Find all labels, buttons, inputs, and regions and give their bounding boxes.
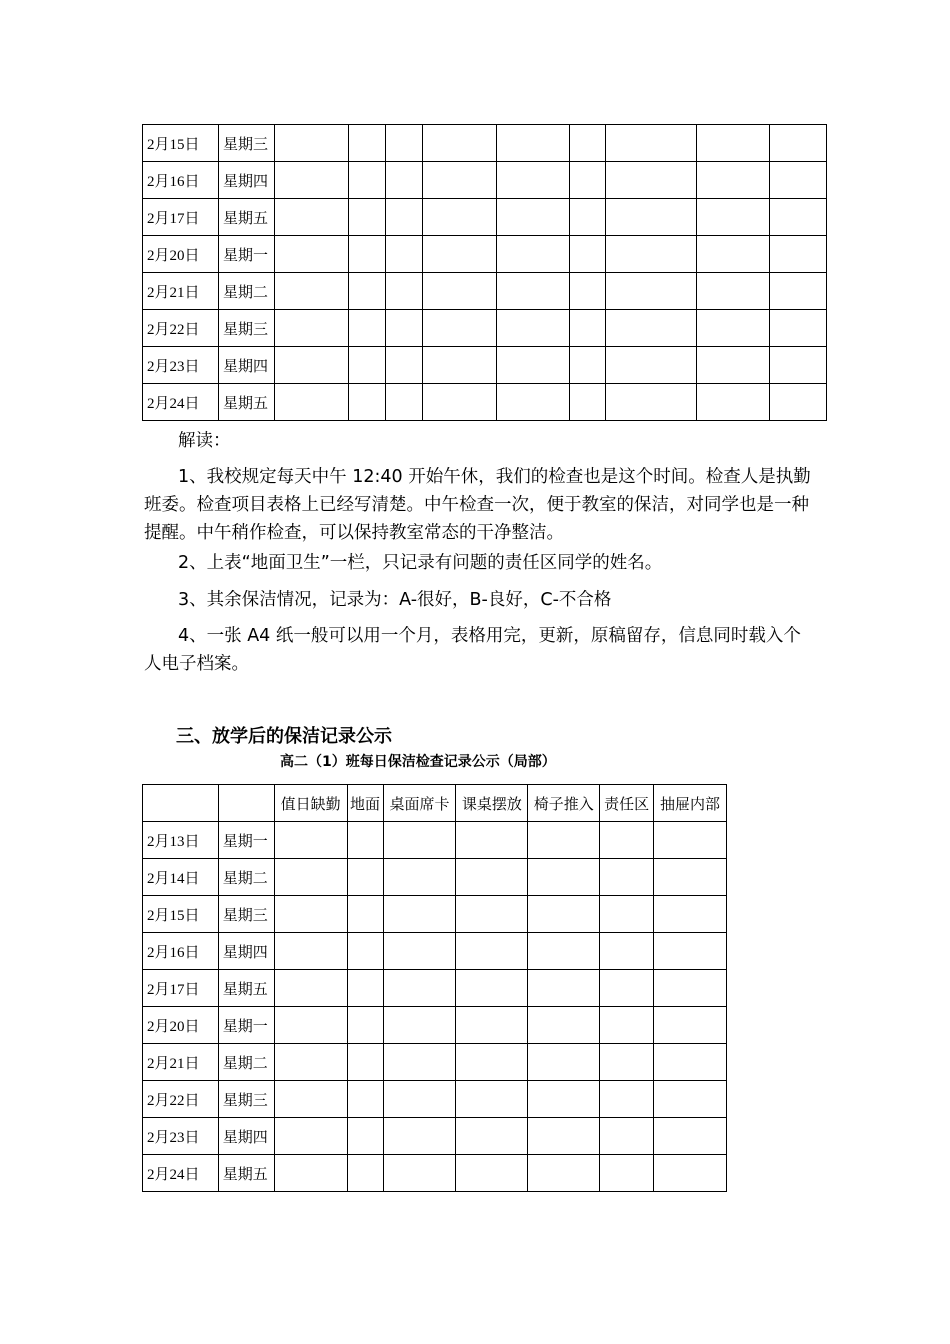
empty-cell [383, 1007, 456, 1044]
empty-cell [348, 347, 385, 384]
empty-cell [274, 162, 348, 199]
empty-cell [347, 1118, 383, 1155]
date-cell: 2月22日 [143, 310, 219, 347]
empty-cell [383, 1044, 456, 1081]
empty-cell [528, 933, 600, 970]
table-row [143, 384, 827, 421]
empty-cell [496, 384, 570, 421]
empty-cell [347, 1007, 383, 1044]
empty-cell [383, 970, 456, 1007]
empty-cell [456, 1044, 528, 1081]
empty-cell [606, 273, 697, 310]
empty-cell [422, 310, 496, 347]
after-school-check-table [142, 784, 727, 1192]
empty-cell [348, 162, 385, 199]
weekday-cell: 星期五 [218, 199, 274, 236]
empty-cell [600, 1155, 654, 1192]
lunch-check-table [142, 124, 827, 421]
weekday-cell: 星期四 [218, 1118, 274, 1155]
table-row [143, 970, 727, 1007]
empty-cell [456, 859, 528, 896]
empty-cell [606, 162, 697, 199]
empty-cell [600, 970, 654, 1007]
weekday-cell: 星期一 [218, 1007, 274, 1044]
weekday-cell: 星期三 [218, 1081, 274, 1118]
empty-cell [606, 310, 697, 347]
empty-cell [697, 162, 770, 199]
empty-cell [274, 310, 348, 347]
date-cell: 2月17日 [143, 199, 219, 236]
column-header: 抽屉内部 [654, 785, 727, 822]
table-row [143, 236, 827, 273]
empty-cell [600, 859, 654, 896]
empty-cell [654, 1044, 727, 1081]
empty-cell [654, 859, 727, 896]
weekday-cell: 星期一 [218, 236, 274, 273]
table-row [143, 310, 827, 347]
empty-cell [456, 1007, 528, 1044]
empty-cell [600, 822, 654, 859]
column-header: 值日缺勤 [274, 785, 347, 822]
weekday-cell: 星期四 [218, 347, 274, 384]
empty-cell [347, 1081, 383, 1118]
date-cell: 2月17日 [143, 970, 219, 1007]
empty-cell [600, 1118, 654, 1155]
empty-cell [383, 1155, 456, 1192]
empty-cell [422, 125, 496, 162]
empty-cell [697, 125, 770, 162]
date-cell: 2月21日 [143, 1044, 219, 1081]
empty-cell [347, 970, 383, 1007]
empty-cell [528, 859, 600, 896]
empty-cell [654, 970, 727, 1007]
date-cell: 2月24日 [143, 384, 219, 421]
weekday-cell: 星期五 [218, 384, 274, 421]
empty-cell [600, 896, 654, 933]
empty-cell [383, 1118, 456, 1155]
empty-cell [496, 125, 570, 162]
empty-cell [274, 125, 348, 162]
empty-cell [385, 273, 422, 310]
empty-cell [528, 1007, 600, 1044]
empty-cell [697, 310, 770, 347]
empty-cell [770, 347, 827, 384]
table-row [143, 125, 827, 162]
empty-cell [348, 236, 385, 273]
empty-cell [570, 384, 606, 421]
empty-cell [697, 199, 770, 236]
date-cell: 2月20日 [143, 236, 219, 273]
date-cell: 2月21日 [143, 273, 219, 310]
empty-cell [600, 1007, 654, 1044]
empty-cell [496, 273, 570, 310]
empty-cell [697, 236, 770, 273]
empty-cell [600, 1081, 654, 1118]
empty-cell [347, 859, 383, 896]
weekday-cell: 星期四 [218, 933, 274, 970]
empty-cell [528, 1118, 600, 1155]
empty-cell [274, 347, 348, 384]
table-row [143, 1081, 727, 1118]
empty-cell [385, 236, 422, 273]
empty-cell [274, 896, 347, 933]
weekday-cell: 星期四 [218, 162, 274, 199]
empty-cell [348, 273, 385, 310]
empty-cell [496, 162, 570, 199]
empty-cell [770, 125, 827, 162]
empty-cell [348, 310, 385, 347]
empty-cell [570, 125, 606, 162]
empty-cell [570, 162, 606, 199]
empty-cell [422, 162, 496, 199]
empty-cell [570, 236, 606, 273]
empty-cell [770, 236, 827, 273]
date-cell: 2月16日 [143, 933, 219, 970]
empty-cell [600, 933, 654, 970]
empty-cell [600, 1044, 654, 1081]
column-header: 地面 [347, 785, 383, 822]
empty-cell [496, 236, 570, 273]
empty-cell [347, 822, 383, 859]
empty-cell [422, 199, 496, 236]
empty-cell [348, 125, 385, 162]
empty-cell [385, 347, 422, 384]
empty-cell [770, 199, 827, 236]
empty-cell [274, 236, 348, 273]
column-header [218, 785, 274, 822]
interpretation-point-2: 2、上表“地面卫生”一栏，只记录有问题的责任区同学的姓名。 [178, 553, 663, 573]
weekday-cell: 星期一 [218, 822, 274, 859]
weekday-cell: 星期二 [218, 859, 274, 896]
empty-cell [770, 273, 827, 310]
empty-cell [570, 310, 606, 347]
weekday-cell: 星期三 [218, 125, 274, 162]
table-header-row [143, 785, 727, 822]
table-title: 高二（1）班每日保洁检查记录公示（局部） [280, 754, 556, 770]
empty-cell [383, 859, 456, 896]
column-header: 桌面席卡 [383, 785, 456, 822]
empty-cell [422, 273, 496, 310]
empty-cell [274, 1081, 347, 1118]
table-row [143, 162, 827, 199]
column-header: 课桌摆放 [456, 785, 528, 822]
empty-cell [570, 347, 606, 384]
table-row [143, 859, 727, 896]
empty-cell [422, 384, 496, 421]
table-row [143, 1118, 727, 1155]
table-row [143, 1155, 727, 1192]
interpretation-point-3: 3、其余保洁情况，记录为：A-很好，B-良好，C-不合格 [178, 590, 612, 610]
empty-cell [496, 347, 570, 384]
empty-cell [456, 896, 528, 933]
empty-cell [606, 125, 697, 162]
interpretation-label: 解读： [178, 431, 231, 451]
empty-cell [385, 310, 422, 347]
empty-cell [385, 384, 422, 421]
date-cell: 2月16日 [143, 162, 219, 199]
empty-cell [274, 273, 348, 310]
empty-cell [606, 347, 697, 384]
empty-cell [770, 384, 827, 421]
empty-cell [528, 1081, 600, 1118]
column-header: 责任区 [600, 785, 654, 822]
weekday-cell: 星期三 [218, 896, 274, 933]
weekday-cell: 星期二 [218, 1044, 274, 1081]
empty-cell [606, 199, 697, 236]
empty-cell [274, 199, 348, 236]
date-cell: 2月15日 [143, 125, 219, 162]
empty-cell [347, 933, 383, 970]
table-row [143, 273, 827, 310]
empty-cell [456, 1155, 528, 1192]
table-row [143, 347, 827, 384]
empty-cell [570, 199, 606, 236]
date-cell: 2月23日 [143, 347, 219, 384]
empty-cell [528, 1155, 600, 1192]
empty-cell [456, 970, 528, 1007]
empty-cell [274, 1044, 347, 1081]
empty-cell [606, 236, 697, 273]
empty-cell [654, 933, 727, 970]
table-row [143, 933, 727, 970]
empty-cell [654, 896, 727, 933]
empty-cell [383, 933, 456, 970]
empty-cell [770, 162, 827, 199]
empty-cell [528, 1044, 600, 1081]
date-cell: 2月24日 [143, 1155, 219, 1192]
empty-cell [528, 822, 600, 859]
weekday-cell: 星期五 [218, 1155, 274, 1192]
weekday-cell: 星期五 [218, 970, 274, 1007]
empty-cell [697, 384, 770, 421]
table-row [143, 822, 727, 859]
weekday-cell: 星期二 [218, 273, 274, 310]
empty-cell [274, 933, 347, 970]
empty-cell [385, 199, 422, 236]
empty-cell [274, 822, 347, 859]
empty-cell [456, 1118, 528, 1155]
empty-cell [606, 384, 697, 421]
empty-cell [697, 347, 770, 384]
table-row [143, 1044, 727, 1081]
empty-cell [496, 199, 570, 236]
empty-cell [383, 822, 456, 859]
section-heading: 三、放学后的保洁记录公示 [176, 726, 392, 747]
empty-cell [456, 822, 528, 859]
empty-cell [274, 970, 347, 1007]
empty-cell [654, 822, 727, 859]
date-cell: 2月23日 [143, 1118, 219, 1155]
empty-cell [347, 896, 383, 933]
empty-cell [570, 273, 606, 310]
interpretation-point-4: 4、一张 A4 纸一般可以用一个月，表格用完，更新，原稿留存，信息同时载入个人电子档案。 [144, 626, 801, 674]
empty-cell [456, 933, 528, 970]
empty-cell [385, 162, 422, 199]
empty-cell [274, 1007, 347, 1044]
empty-cell [770, 310, 827, 347]
date-cell: 2月22日 [143, 1081, 219, 1118]
empty-cell [383, 1081, 456, 1118]
table-row [143, 896, 727, 933]
table-row [143, 199, 827, 236]
empty-cell [383, 896, 456, 933]
empty-cell [654, 1155, 727, 1192]
interpretation-point-1: 1、我校规定每天中午 12:40 开始午休，我们的检查也是这个时间。检查人是执勤班委。检查项目表格上已经写清楚。中午检查一次，便于教室的保洁，对同学也是一种提醒。中午稍作检查，可以保持教室常态的干净整洁。 [144, 467, 811, 543]
empty-cell [348, 384, 385, 421]
date-cell: 2月14日 [143, 859, 219, 896]
empty-cell [422, 347, 496, 384]
empty-cell [697, 273, 770, 310]
empty-cell [347, 1155, 383, 1192]
table-row [143, 1007, 727, 1044]
empty-cell [496, 310, 570, 347]
empty-cell [274, 1155, 347, 1192]
empty-cell [654, 1007, 727, 1044]
date-cell: 2月20日 [143, 1007, 219, 1044]
empty-cell [654, 1118, 727, 1155]
empty-cell [456, 1081, 528, 1118]
date-cell: 2月13日 [143, 822, 219, 859]
empty-cell [385, 125, 422, 162]
empty-cell [528, 896, 600, 933]
column-header: 椅子推入 [528, 785, 600, 822]
empty-cell [274, 859, 347, 896]
empty-cell [528, 970, 600, 1007]
column-header [143, 785, 219, 822]
empty-cell [274, 384, 348, 421]
empty-cell [654, 1081, 727, 1118]
empty-cell [422, 236, 496, 273]
empty-cell [348, 199, 385, 236]
empty-cell [347, 1044, 383, 1081]
weekday-cell: 星期三 [218, 310, 274, 347]
empty-cell [274, 1118, 347, 1155]
date-cell: 2月15日 [143, 896, 219, 933]
